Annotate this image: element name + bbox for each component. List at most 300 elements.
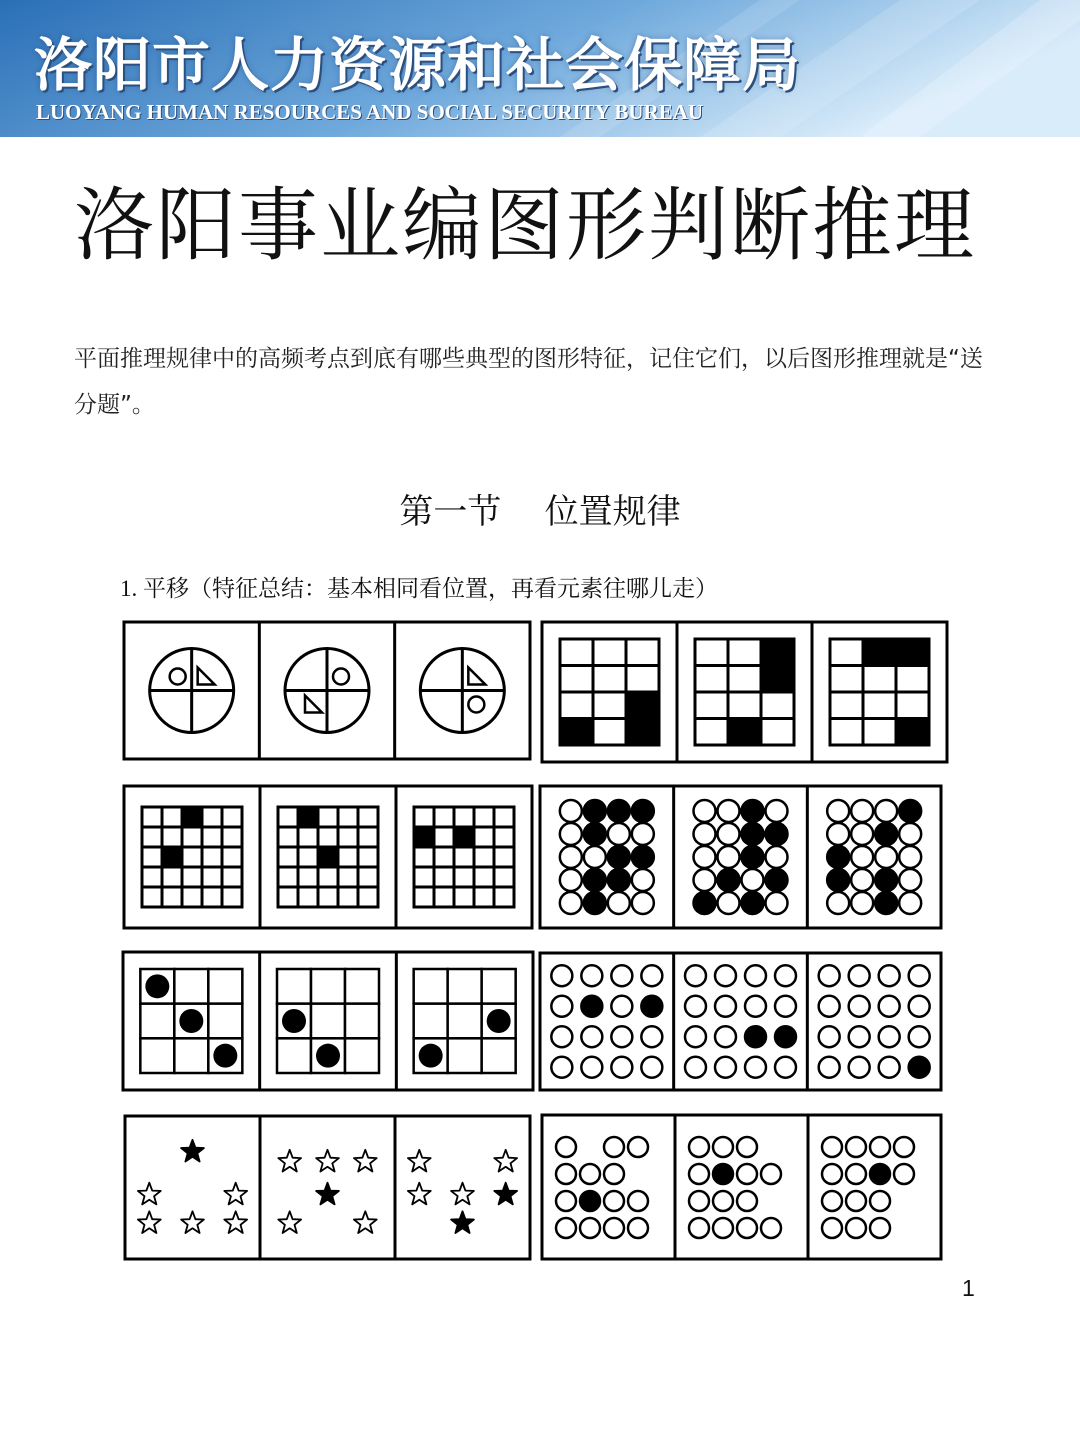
sparse-white-circle xyxy=(611,965,632,986)
ragged-white-circle xyxy=(628,1191,648,1211)
sparse-white-circle xyxy=(879,996,900,1017)
grid-black-cell xyxy=(298,807,318,827)
grid-white-cell xyxy=(358,807,378,827)
sparse-white-circle xyxy=(819,1057,840,1078)
sparse-white-circle xyxy=(715,965,736,986)
grid-white-cell xyxy=(560,666,593,693)
dense-black-circle xyxy=(742,846,764,868)
ragged-white-circle xyxy=(737,1164,757,1184)
grid-white-cell xyxy=(474,867,494,887)
dense-black-circle xyxy=(718,869,740,891)
puzzle-quadrant-circle xyxy=(124,622,530,759)
grid-white-cell xyxy=(338,827,358,847)
dense-black-circle xyxy=(766,869,788,891)
dense-black-circle xyxy=(608,846,630,868)
grid-white-cell xyxy=(560,639,593,666)
dense-black-circle xyxy=(584,800,606,822)
black-dot xyxy=(282,1009,306,1033)
dense-white-circle xyxy=(718,823,740,845)
grid-white-cell xyxy=(358,887,378,907)
puzzle-panel-1 xyxy=(142,807,242,907)
sparse-white-circle xyxy=(849,996,870,1017)
quadrant-small-circle xyxy=(468,697,484,713)
dense-white-circle xyxy=(851,800,873,822)
grid-white-cell xyxy=(830,692,863,719)
puzzle-circle-rows-ragged xyxy=(542,1115,941,1259)
grid-white-cell xyxy=(728,666,761,693)
grid-white-cell xyxy=(626,639,659,666)
grid-white-cell xyxy=(278,847,298,867)
dense-white-circle xyxy=(608,823,630,845)
ragged-white-circle xyxy=(846,1191,866,1211)
grid-white-cell xyxy=(222,827,242,847)
dense-white-circle xyxy=(742,869,764,891)
grid-white-cell xyxy=(298,867,318,887)
ragged-white-circle xyxy=(628,1218,648,1238)
ragged-white-circle xyxy=(556,1218,576,1238)
grid-white-cell xyxy=(162,887,182,907)
sparse-white-circle xyxy=(849,1026,870,1047)
grid-cell xyxy=(345,969,379,1004)
sparse-white-circle xyxy=(581,1057,602,1078)
sparse-white-circle xyxy=(775,965,796,986)
dense-black-circle xyxy=(742,800,764,822)
ragged-white-circle xyxy=(556,1137,576,1157)
sparse-white-circle xyxy=(879,1057,900,1078)
grid-white-cell xyxy=(454,807,474,827)
grid-black-cell xyxy=(414,827,434,847)
black-dot xyxy=(179,1009,203,1033)
grid-white-cell xyxy=(298,827,318,847)
grid-white-cell xyxy=(830,639,863,666)
ragged-white-circle xyxy=(894,1164,914,1184)
sparse-white-circle xyxy=(909,1026,930,1047)
grid-cell xyxy=(345,1004,379,1039)
grid-cell xyxy=(174,969,208,1004)
grid-white-cell xyxy=(222,847,242,867)
puzzle-panel-1 xyxy=(150,649,234,733)
sparse-white-circle xyxy=(715,996,736,1017)
grid-white-cell xyxy=(494,887,514,907)
puzzle-panel-2 xyxy=(260,952,379,1090)
dense-white-circle xyxy=(560,846,582,868)
ragged-white-circle xyxy=(580,1164,600,1184)
grid-white-cell xyxy=(202,807,222,827)
sparse-black-circle xyxy=(581,996,602,1017)
dense-white-circle xyxy=(766,846,788,868)
grid-white-cell xyxy=(318,887,338,907)
dense-white-circle xyxy=(718,800,740,822)
grid-white-cell xyxy=(278,807,298,827)
dense-black-circle xyxy=(584,892,606,914)
ragged-white-circle xyxy=(870,1137,890,1157)
grid-white-cell xyxy=(358,867,378,887)
ragged-white-circle xyxy=(870,1218,890,1238)
sparse-white-circle xyxy=(819,996,840,1017)
black-dot xyxy=(213,1044,237,1068)
dense-black-circle xyxy=(584,823,606,845)
grid-black-cell xyxy=(896,719,929,746)
dense-white-circle xyxy=(632,869,654,891)
ragged-white-circle xyxy=(689,1218,709,1238)
ragged-black-circle xyxy=(580,1191,600,1211)
grid-white-cell xyxy=(358,827,378,847)
ragged-white-circle xyxy=(870,1191,890,1211)
item-title: 1. 平移（特征总结：基本相同看位置，再看元素往哪儿走） xyxy=(120,576,718,601)
dense-black-circle xyxy=(584,869,606,891)
ragged-white-circle xyxy=(761,1164,781,1184)
ragged-white-circle xyxy=(713,1191,733,1211)
ragged-white-circle xyxy=(689,1137,709,1157)
sparse-white-circle xyxy=(745,996,766,1017)
grid-white-cell xyxy=(695,719,728,746)
sparse-black-circle xyxy=(641,996,662,1017)
sparse-white-circle xyxy=(685,1026,706,1047)
dense-black-circle xyxy=(608,800,630,822)
grid-cell xyxy=(414,969,448,1004)
puzzle-panel-1 xyxy=(560,639,659,745)
grid-white-cell xyxy=(494,807,514,827)
banner-title: 洛阳市人力资源和社会保障局 xyxy=(34,31,802,99)
grid-black-cell xyxy=(182,807,202,827)
grid-cell xyxy=(482,969,516,1004)
grid-white-cell xyxy=(896,692,929,719)
ragged-white-circle xyxy=(822,1164,842,1184)
grid-white-cell xyxy=(494,867,514,887)
grid-white-cell xyxy=(695,692,728,719)
dense-black-circle xyxy=(766,823,788,845)
ragged-white-circle xyxy=(556,1164,576,1184)
dense-white-circle xyxy=(718,846,740,868)
grid-white-cell xyxy=(494,847,514,867)
sparse-white-circle xyxy=(879,1026,900,1047)
dense-white-circle xyxy=(875,800,897,822)
quadrant-small-circle xyxy=(333,669,349,685)
grid-black-cell xyxy=(162,847,182,867)
dense-white-circle xyxy=(851,869,873,891)
ragged-white-circle xyxy=(846,1164,866,1184)
grid-white-cell xyxy=(761,692,794,719)
dense-white-circle xyxy=(718,892,740,914)
ragged-white-circle xyxy=(604,1218,624,1238)
dense-white-circle xyxy=(899,846,921,868)
grid-black-cell xyxy=(454,827,474,847)
dense-white-circle xyxy=(560,892,582,914)
document-title: 洛阳事业编图形判断推理 xyxy=(74,179,976,272)
grid-white-cell xyxy=(454,887,474,907)
grid-cell xyxy=(448,969,482,1004)
grid-white-cell xyxy=(414,887,434,907)
sparse-white-circle xyxy=(775,996,796,1017)
dense-white-circle xyxy=(875,846,897,868)
grid-black-cell xyxy=(863,639,896,666)
dense-black-circle xyxy=(632,846,654,868)
grid-white-cell xyxy=(474,847,494,867)
dense-white-circle xyxy=(899,892,921,914)
sparse-white-circle xyxy=(551,1057,572,1078)
black-dot xyxy=(316,1044,340,1068)
grid-cell xyxy=(311,1004,345,1039)
intro-paragraph: 平面推理规律中的高频考点到底有哪些典型的图形特征，记住它们，以后图形推理就是“送分题”。 xyxy=(74,346,983,418)
black-dot xyxy=(419,1044,443,1068)
grid-white-cell xyxy=(358,847,378,867)
grid-white-cell xyxy=(298,887,318,907)
sparse-white-circle xyxy=(685,1057,706,1078)
ragged-white-circle xyxy=(604,1191,624,1211)
dense-white-circle xyxy=(827,800,849,822)
sparse-white-circle xyxy=(909,965,930,986)
grid-white-cell xyxy=(728,692,761,719)
grid-white-cell xyxy=(761,719,794,746)
puzzle-panel-2 xyxy=(677,622,794,762)
sparse-white-circle xyxy=(745,1057,766,1078)
grid-white-cell xyxy=(162,807,182,827)
dense-white-circle xyxy=(584,846,606,868)
grid-white-cell xyxy=(560,692,593,719)
sparse-white-circle xyxy=(909,996,930,1017)
ragged-white-circle xyxy=(580,1218,600,1238)
ragged-white-circle xyxy=(556,1191,576,1211)
grid-white-cell xyxy=(278,867,298,887)
grid-cell xyxy=(277,1038,311,1073)
grid-white-cell xyxy=(593,719,626,746)
section-number: 第一节 xyxy=(399,492,502,532)
dense-white-circle xyxy=(827,823,849,845)
grid-white-cell xyxy=(318,807,338,827)
puzzle-grid-3x4-black xyxy=(542,622,947,762)
sparse-white-circle xyxy=(715,1026,736,1047)
grid-white-cell xyxy=(728,639,761,666)
grid-white-cell xyxy=(182,847,202,867)
dense-white-circle xyxy=(694,846,716,868)
ragged-white-circle xyxy=(737,1191,757,1211)
puzzle-grid-5x5-black xyxy=(124,786,532,928)
dense-white-circle xyxy=(560,800,582,822)
dense-white-circle xyxy=(694,823,716,845)
ragged-white-circle xyxy=(822,1218,842,1238)
grid-white-cell xyxy=(222,867,242,887)
sparse-white-circle xyxy=(685,965,706,986)
grid-white-cell xyxy=(182,887,202,907)
sparse-white-circle xyxy=(641,1026,662,1047)
grid-white-cell xyxy=(278,887,298,907)
sparse-black-circle xyxy=(745,1026,766,1047)
grid-black-cell xyxy=(626,692,659,719)
grid-white-cell xyxy=(162,867,182,887)
grid-white-cell xyxy=(338,807,358,827)
dense-white-circle xyxy=(632,823,654,845)
grid-black-cell xyxy=(761,639,794,666)
puzzle-stars xyxy=(125,1116,530,1259)
grid-white-cell xyxy=(434,867,454,887)
grid-white-cell xyxy=(338,887,358,907)
grid-white-cell xyxy=(695,639,728,666)
grid-white-cell xyxy=(896,666,929,693)
ragged-white-circle xyxy=(822,1137,842,1157)
grid-white-cell xyxy=(298,847,318,867)
ragged-white-circle xyxy=(628,1137,648,1157)
dense-white-circle xyxy=(827,892,849,914)
ragged-black-circle xyxy=(870,1164,890,1184)
grid-white-cell xyxy=(863,719,896,746)
dense-black-circle xyxy=(827,869,849,891)
grid-white-cell xyxy=(414,807,434,827)
sparse-white-circle xyxy=(849,1057,870,1078)
dense-black-circle xyxy=(742,823,764,845)
grid-white-cell xyxy=(434,887,454,907)
sparse-white-circle xyxy=(611,1026,632,1047)
dense-black-circle xyxy=(899,800,921,822)
dense-black-circle xyxy=(875,823,897,845)
grid-white-cell xyxy=(202,887,222,907)
sparse-white-circle xyxy=(819,965,840,986)
ragged-white-circle xyxy=(894,1137,914,1157)
quadrant-small-circle xyxy=(170,669,186,685)
sparse-white-circle xyxy=(849,965,870,986)
sparse-white-circle xyxy=(715,1057,736,1078)
grid-white-cell xyxy=(593,666,626,693)
grid-white-cell xyxy=(202,867,222,887)
ragged-white-circle xyxy=(737,1218,757,1238)
sparse-white-circle xyxy=(551,996,572,1017)
grid-cell xyxy=(482,1038,516,1073)
grid-white-cell xyxy=(338,867,358,887)
grid-black-cell xyxy=(761,666,794,693)
grid-cell xyxy=(140,1004,174,1039)
grid-white-cell xyxy=(142,847,162,867)
grid-white-cell xyxy=(474,887,494,907)
grid-white-cell xyxy=(162,827,182,847)
puzzle-panel-2 xyxy=(260,786,378,928)
grid-white-cell xyxy=(494,827,514,847)
sparse-black-circle xyxy=(775,1026,796,1047)
dense-white-circle xyxy=(899,823,921,845)
dense-white-circle xyxy=(694,869,716,891)
dense-white-circle xyxy=(766,800,788,822)
dense-black-circle xyxy=(875,892,897,914)
dense-white-circle xyxy=(899,869,921,891)
dense-white-circle xyxy=(694,800,716,822)
black-dot xyxy=(487,1009,511,1033)
banner-subtitle: LUOYANG HUMAN RESOURCES AND SOCIAL SECURITY BUREAU xyxy=(36,100,704,124)
grid-cell xyxy=(311,969,345,1004)
ragged-white-circle xyxy=(604,1164,624,1184)
dense-white-circle xyxy=(851,823,873,845)
grid-cell xyxy=(277,969,311,1004)
dense-white-circle xyxy=(608,892,630,914)
ragged-white-circle xyxy=(689,1164,709,1184)
black-dot xyxy=(145,974,169,998)
dense-white-circle xyxy=(766,892,788,914)
grid-white-cell xyxy=(454,847,474,867)
grid-white-cell xyxy=(182,827,202,847)
grid-white-cell xyxy=(830,719,863,746)
grid-cell xyxy=(208,969,242,1004)
grid-white-cell xyxy=(202,827,222,847)
dense-black-circle xyxy=(827,846,849,868)
sparse-white-circle xyxy=(641,1057,662,1078)
grid-cell xyxy=(140,1038,174,1073)
grid-white-cell xyxy=(318,867,338,887)
grid-white-cell xyxy=(626,666,659,693)
grid-white-cell xyxy=(830,666,863,693)
grid-black-cell xyxy=(626,719,659,746)
grid-white-cell xyxy=(454,867,474,887)
ragged-white-circle xyxy=(713,1218,733,1238)
sparse-white-circle xyxy=(581,965,602,986)
grid-cell xyxy=(345,1038,379,1073)
grid-white-cell xyxy=(474,827,494,847)
grid-white-cell xyxy=(278,827,298,847)
ragged-white-circle xyxy=(761,1218,781,1238)
ragged-white-circle xyxy=(846,1218,866,1238)
grid-white-cell xyxy=(593,692,626,719)
sparse-white-circle xyxy=(611,996,632,1017)
dense-black-circle xyxy=(694,892,716,914)
grid-cell xyxy=(174,1038,208,1073)
ragged-white-circle xyxy=(713,1137,733,1157)
grid-white-cell xyxy=(434,847,454,867)
ragged-white-circle xyxy=(689,1191,709,1211)
dense-white-circle xyxy=(851,892,873,914)
grid-white-cell xyxy=(434,827,454,847)
grid-cell xyxy=(208,1004,242,1039)
puzzle-circle-grid-dense xyxy=(540,786,941,928)
grid-white-cell xyxy=(414,867,434,887)
sparse-black-circle xyxy=(909,1057,930,1078)
grid-black-cell xyxy=(318,847,338,867)
dense-black-circle xyxy=(632,800,654,822)
puzzle-grid-3x3-dots xyxy=(123,952,533,1090)
grid-cell xyxy=(414,1004,448,1039)
ragged-white-circle xyxy=(846,1137,866,1157)
grid-white-cell xyxy=(474,807,494,827)
grid-white-cell xyxy=(142,887,162,907)
grid-cell xyxy=(448,1004,482,1039)
dense-white-circle xyxy=(560,869,582,891)
puzzle-panel-1 xyxy=(140,969,242,1073)
grid-white-cell xyxy=(182,867,202,887)
grid-cell xyxy=(448,1038,482,1073)
grid-white-cell xyxy=(338,847,358,867)
grid-white-cell xyxy=(202,847,222,867)
sparse-white-circle xyxy=(685,996,706,1017)
sparse-white-circle xyxy=(581,1026,602,1047)
sparse-white-circle xyxy=(775,1057,796,1078)
grid-white-cell xyxy=(142,827,162,847)
sparse-white-circle xyxy=(819,1026,840,1047)
dense-white-circle xyxy=(560,823,582,845)
grid-white-cell xyxy=(318,827,338,847)
grid-black-cell xyxy=(896,639,929,666)
grid-white-cell xyxy=(593,639,626,666)
grid-white-cell xyxy=(142,867,162,887)
grid-white-cell xyxy=(222,887,242,907)
grid-white-cell xyxy=(222,807,242,827)
ragged-white-circle xyxy=(822,1191,842,1211)
sparse-white-circle xyxy=(551,1026,572,1047)
grid-white-cell xyxy=(863,666,896,693)
puzzle-circle-grid-4x4 xyxy=(540,953,941,1090)
ragged-black-circle xyxy=(713,1164,733,1184)
puzzle-panel-3 xyxy=(396,786,514,928)
grid-white-cell xyxy=(863,692,896,719)
page-number: 1 xyxy=(962,1275,975,1301)
sparse-white-circle xyxy=(879,965,900,986)
section-name: 位置规律 xyxy=(544,492,681,532)
dense-black-circle xyxy=(742,892,764,914)
puzzle-panel-3 xyxy=(396,952,515,1090)
